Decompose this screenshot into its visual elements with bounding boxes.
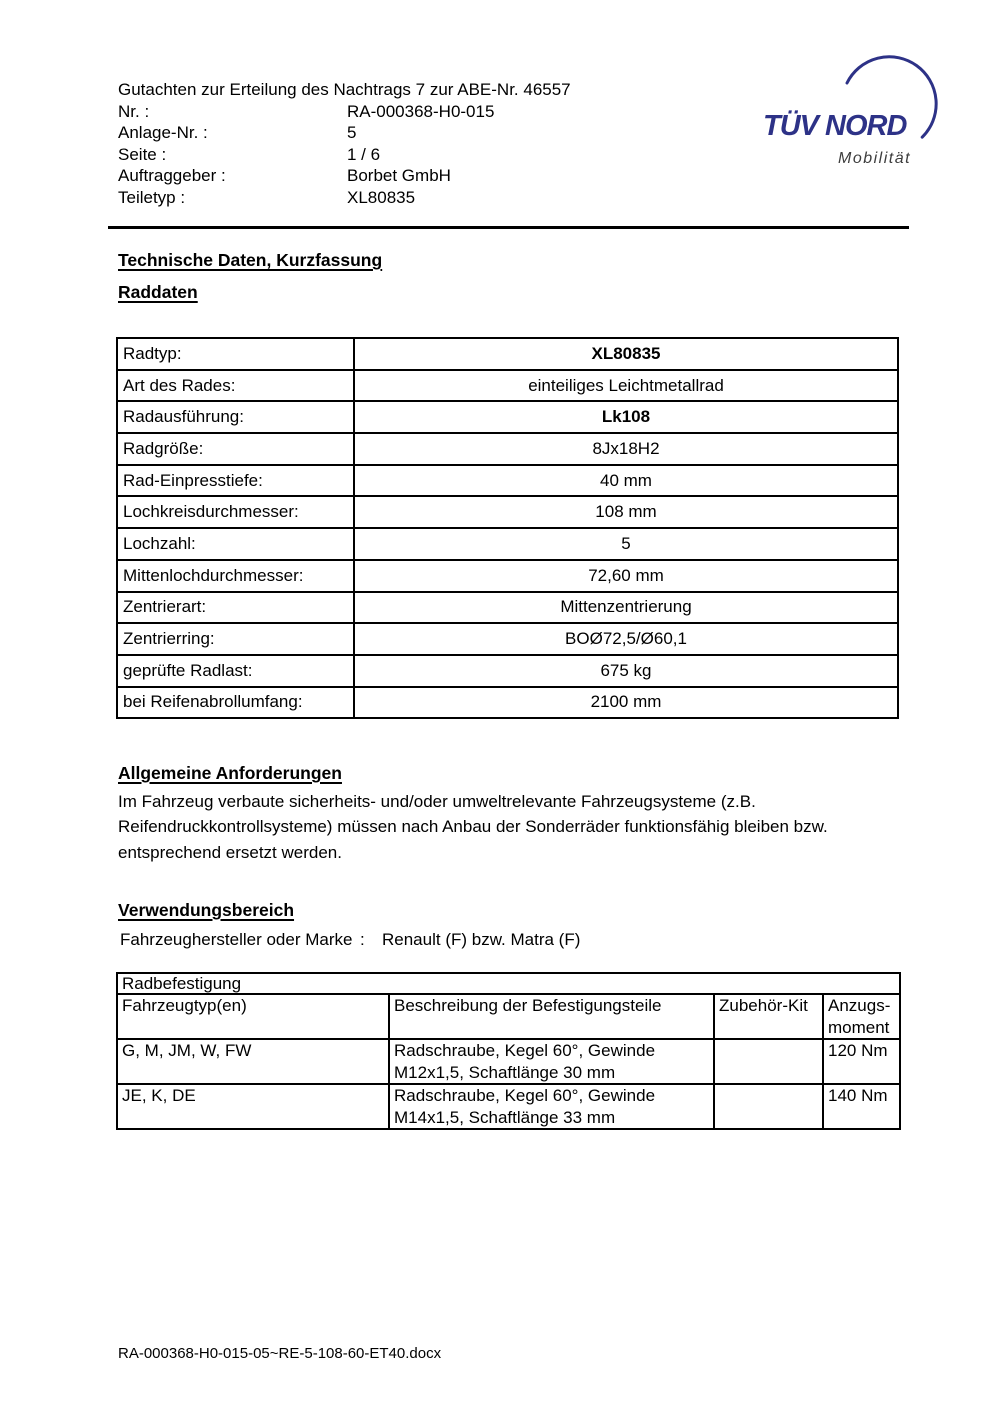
- document-header: [118, 79, 571, 208]
- column-header-zubehoer: Zubehör-Kit: [714, 994, 823, 1039]
- section-heading-allgemeine-anforderungen: Allgemeine Anforderungen: [118, 763, 342, 783]
- raddaten-label: Zentrierart:: [117, 592, 354, 624]
- raddaten-label: Lochkreisdurchmesser:: [117, 496, 354, 528]
- header-field-nr: [118, 101, 571, 123]
- header-field-anlage: [118, 122, 571, 144]
- cell-beschreibung: Radschraube, Kegel 60°, Gewinde M12x1,5, Schaftlänge 30 mm: [389, 1039, 714, 1084]
- section-heading-raddaten: Raddaten: [118, 282, 198, 302]
- field-label: Seite :: [118, 144, 167, 164]
- raddaten-label: Mittenlochdurchmesser:: [117, 560, 354, 592]
- raddaten-value: 40 mm: [354, 465, 898, 497]
- logo-graphic: [750, 45, 960, 180]
- raddaten-value: 72,60 mm: [354, 560, 898, 592]
- table-row: [117, 401, 898, 433]
- raddaten-label: geprüfte Radlast:: [117, 655, 354, 687]
- field-value: 1 / 6: [347, 144, 381, 164]
- raddaten-label: Rad-Einpresstiefe:: [117, 465, 354, 497]
- table-row: [117, 496, 898, 528]
- cell-fahrzeugtyp: G, M, JM, W, FW: [117, 1039, 389, 1084]
- cell-anzugsmoment: 140 Nm: [823, 1084, 900, 1129]
- fahrzeughersteller-line: [120, 930, 580, 950]
- raddaten-label: Radgröße:: [117, 433, 354, 465]
- raddaten-label: Radtyp:: [117, 338, 354, 370]
- cell-anzugsmoment: 120 Nm: [823, 1039, 900, 1084]
- table-row: [117, 1084, 900, 1129]
- cell-beschreibung: Radschraube, Kegel 60°, Gewinde M14x1,5, Schaftlänge 33 mm: [389, 1084, 714, 1129]
- table-row: [117, 687, 898, 719]
- table-row: [117, 528, 898, 560]
- header-field-teiletyp: [118, 187, 571, 209]
- field-value: RA-000368-H0-015: [347, 101, 495, 121]
- raddaten-value: 5: [354, 528, 898, 560]
- table-row: [117, 592, 898, 624]
- raddaten-value: 8Jx18H2: [354, 433, 898, 465]
- section-heading-technische-daten: Technische Daten, Kurzfassung: [118, 250, 383, 270]
- field-value: Borbet GmbH: [347, 166, 451, 185]
- header-field-auftraggeber: [118, 165, 571, 187]
- fahrzeughersteller-value: Renault (F) bzw. Matra (F): [382, 930, 581, 949]
- radbefestigung-table: [116, 972, 901, 1130]
- separator-colon: :: [360, 930, 365, 949]
- tuv-nord-logo: [750, 45, 960, 180]
- table-row: [117, 1039, 900, 1084]
- field-label: Anlage-Nr. :: [118, 123, 208, 142]
- header-divider: [108, 226, 909, 229]
- raddaten-value: Mittenzentrierung: [354, 592, 898, 624]
- raddaten-value: XL80835: [354, 338, 898, 370]
- field-label: Auftraggeber :: [118, 166, 226, 185]
- table-row: [117, 433, 898, 465]
- field-label: Teiletyp :: [118, 187, 186, 207]
- raddaten-label: Radausführung:: [117, 401, 354, 433]
- cell-zubehoer: [714, 1039, 823, 1084]
- field-value: 5: [347, 123, 357, 142]
- raddaten-value: einteiliges Leichtmetallrad: [354, 370, 898, 402]
- table-header-row: [117, 994, 900, 1039]
- column-header-anzugsmoment: Anzugs-moment: [823, 994, 900, 1039]
- section-heading-verwendungsbereich: Verwendungsbereich: [118, 900, 295, 920]
- field-value: XL80835: [347, 187, 416, 207]
- cell-zubehoer: [714, 1084, 823, 1129]
- raddaten-label: bei Reifenabrollumfang:: [117, 687, 354, 719]
- fahrzeughersteller-label: Fahrzeughersteller oder Marke: [120, 930, 353, 949]
- logo-tagline-text: Mobilität: [838, 150, 912, 167]
- table-row: [117, 338, 898, 370]
- table-title-row: [117, 973, 900, 994]
- column-header-fahrzeugtyp: Fahrzeugtyp(en): [117, 994, 389, 1039]
- column-header-beschreibung: Beschreibung der Befestigungsteile: [389, 994, 714, 1039]
- document-title: Gutachten zur Erteilung des Nachtrags 7 zur ABE-Nr. 46557: [118, 80, 571, 99]
- raddaten-label: Lochzahl:: [117, 528, 354, 560]
- raddaten-value: BOØ72,5/Ø60,1: [354, 623, 898, 655]
- raddaten-value: Lk108: [354, 401, 898, 433]
- table-row: [117, 655, 898, 687]
- raddaten-value: 108 mm: [354, 496, 898, 528]
- raddaten-value: 675 kg: [354, 655, 898, 687]
- raddaten-table: [116, 337, 899, 719]
- field-label: Nr. :: [118, 101, 150, 121]
- footer-filename: RA-000368-H0-015-05~RE-5-108-60-ET40.docx: [118, 1345, 442, 1362]
- table-row: [117, 623, 898, 655]
- raddaten-label: Zentrierring:: [117, 623, 354, 655]
- radbefestigung-title: Radbefestigung: [117, 973, 900, 994]
- logo-brand-text: TÜV NORD: [763, 110, 907, 142]
- allgemeine-anforderungen-text: Im Fahrzeug verbaute sicherheits- und/oder umweltrelevante Fahrzeugsysteme (z.B. Reifendruckkontrollsysteme) müssen nach Anbau der Sonderräder funktionsfähig bleiben bzw. entsprechend ersetzt werden.: [118, 792, 828, 862]
- table-row: [117, 370, 898, 402]
- raddaten-value: 2100 mm: [354, 687, 898, 719]
- cell-fahrzeugtyp: JE, K, DE: [117, 1084, 389, 1129]
- raddaten-label: Art des Rades:: [117, 370, 354, 402]
- table-row: [117, 560, 898, 592]
- table-row: [117, 465, 898, 497]
- header-field-seite: [118, 144, 571, 166]
